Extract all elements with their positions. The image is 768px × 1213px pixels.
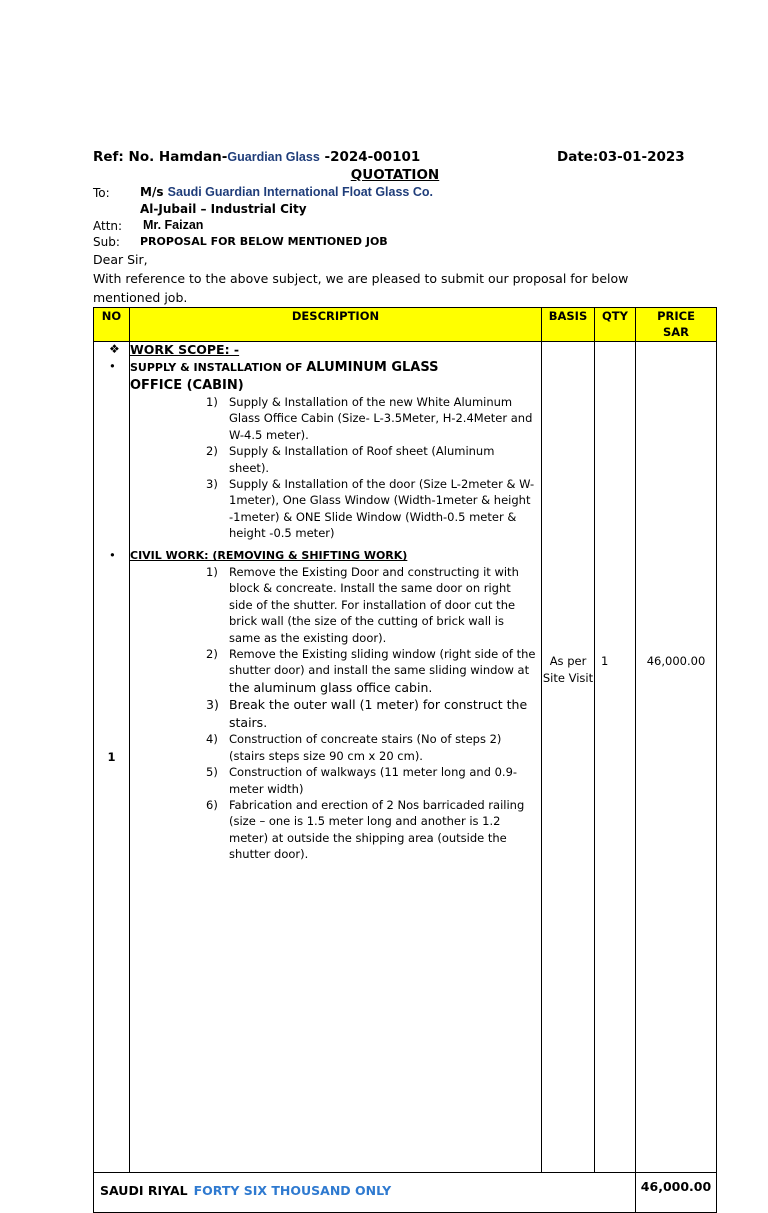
item-text: Break the outer wall (1 meter) for construct the stairs. [229, 697, 528, 730]
quotation-date: Date:03-01-2023 [557, 149, 685, 165]
table-row [94, 342, 717, 1173]
item-text: Remove the Existing Door and constructing it with block & concreate. Install the same door on right side of the shutter. For installation of door cut the brick wall (the size of the cutting of brick wall is same as the existing door). [229, 565, 519, 645]
list-item [206, 476, 536, 542]
item-number: 1) [206, 565, 218, 579]
document-title: QUOTATION [350, 167, 440, 183]
item-text: Supply & Installation of the new White Aluminum Glass Office Cabin (Size- L-3.5Meter, H-2.4Meter and W-4.5 meter). [229, 395, 533, 442]
header-qty: QTY [595, 308, 636, 342]
currency-label: SAUDI RIYAL [100, 1183, 188, 1198]
total-row [94, 1173, 717, 1213]
to-value [140, 185, 433, 199]
item-text: Construction of walkways (11 meter long and 0.9-meter width) [229, 765, 518, 796]
total-in-words [94, 1173, 636, 1213]
supply-title-small: SUPPLY & INSTALLATION OF [130, 361, 307, 374]
to-label: To: [93, 186, 110, 200]
header-price: PRICE SAR [636, 308, 717, 342]
attn-value: Mr. Faizan [143, 218, 204, 232]
ref-suffix: -2024-00101 [324, 149, 421, 165]
item-number: 4) [206, 732, 218, 747]
subject: PROPOSAL FOR BELOW MENTIONED JOB [140, 235, 388, 248]
item-text: Supply & Installation of the door (Size L-2meter & W-1meter), One Glass Window (Width-1meter & height -1meter) & ONE Slide Window (Width-0.5 meter & height -0.5 meter) [229, 477, 535, 541]
civil-work-list [206, 564, 536, 863]
header-basis: BASIS [542, 308, 595, 342]
list-item [206, 764, 536, 797]
amount-words: FORTY SIX THOUSAND ONLY [193, 1183, 392, 1198]
supply-title-large: ALUMINUM GLASS OFFICE (CABIN) [130, 360, 439, 393]
supply-heading [109, 359, 541, 395]
dot-bullet-icon: • [109, 359, 116, 373]
to-company: Saudi Guardian International Float Glass Co. [167, 185, 433, 199]
header-description: DESCRIPTION [130, 308, 542, 342]
work-scope-label: WORK SCOPE: - [130, 342, 240, 357]
item-number: 1) [206, 395, 218, 409]
list-item [206, 564, 536, 646]
item-number: 6) [206, 797, 218, 812]
item-number: 2) [206, 647, 218, 662]
ref-company: Guardian Glass [227, 150, 320, 164]
item-number: 3) [206, 477, 218, 492]
reference-number [93, 149, 420, 165]
price-cell: 46,000.00 [636, 342, 717, 1173]
item-number: 2) [206, 444, 218, 459]
table-header-row [94, 308, 717, 342]
greeting: Dear Sir, [93, 252, 148, 267]
item-text: Supply & Installation of Roof sheet (Aluminum sheet). [229, 444, 495, 475]
supply-title [130, 359, 470, 395]
header-no: NO [94, 308, 130, 342]
list-item [206, 731, 536, 764]
diamond-bullet-icon: ❖ [109, 342, 120, 356]
address: Al-Jubail – Industrial City [140, 202, 307, 216]
item-text: Remove the Existing sliding window (right side of the shutter door) and install the same sliding window at [229, 647, 536, 678]
ref-prefix: Ref: No. Hamdan- [93, 149, 228, 165]
list-item [206, 443, 536, 476]
description-cell [109, 342, 542, 1173]
list-item [206, 394, 536, 443]
list-item [206, 797, 536, 863]
qty-cell: 1 [595, 342, 636, 1173]
work-scope-heading [109, 342, 541, 357]
total-amount: 46,000.00 [636, 1173, 717, 1213]
list-item [206, 696, 536, 731]
item-number: 5) [206, 765, 218, 780]
item-text: Fabrication and erection of 2 Nos barricaded railing (size – one is 1.5 meter long and another is 1.2 meter) at outside the shipping area (outside the shutter door). [229, 797, 525, 862]
attn-label: Attn: [93, 219, 123, 233]
basis-cell: As per Site Visit [542, 342, 595, 1173]
quotation-table [93, 307, 717, 1213]
civil-work-heading [109, 548, 541, 562]
item-number: 3) [206, 697, 219, 713]
item-text-tail: the aluminum glass office cabin. [229, 679, 433, 695]
to-prefix: M/s [140, 185, 164, 199]
supply-list [206, 394, 536, 542]
civil-work-label: CIVIL WORK: (REMOVING & SHIFTING WORK) [130, 549, 408, 562]
intro-paragraph: With reference to the above subject, we are pleased to submit our proposal for below mentioned job. [93, 271, 629, 305]
row-number: 1 [94, 342, 130, 1173]
dot-bullet-icon: • [109, 548, 116, 562]
sub-label: Sub: [93, 235, 120, 249]
list-item [206, 646, 536, 696]
item-text: Construction of concreate stairs (No of steps 2) (stairs steps size 90 cm x 20 cm). [229, 732, 502, 763]
